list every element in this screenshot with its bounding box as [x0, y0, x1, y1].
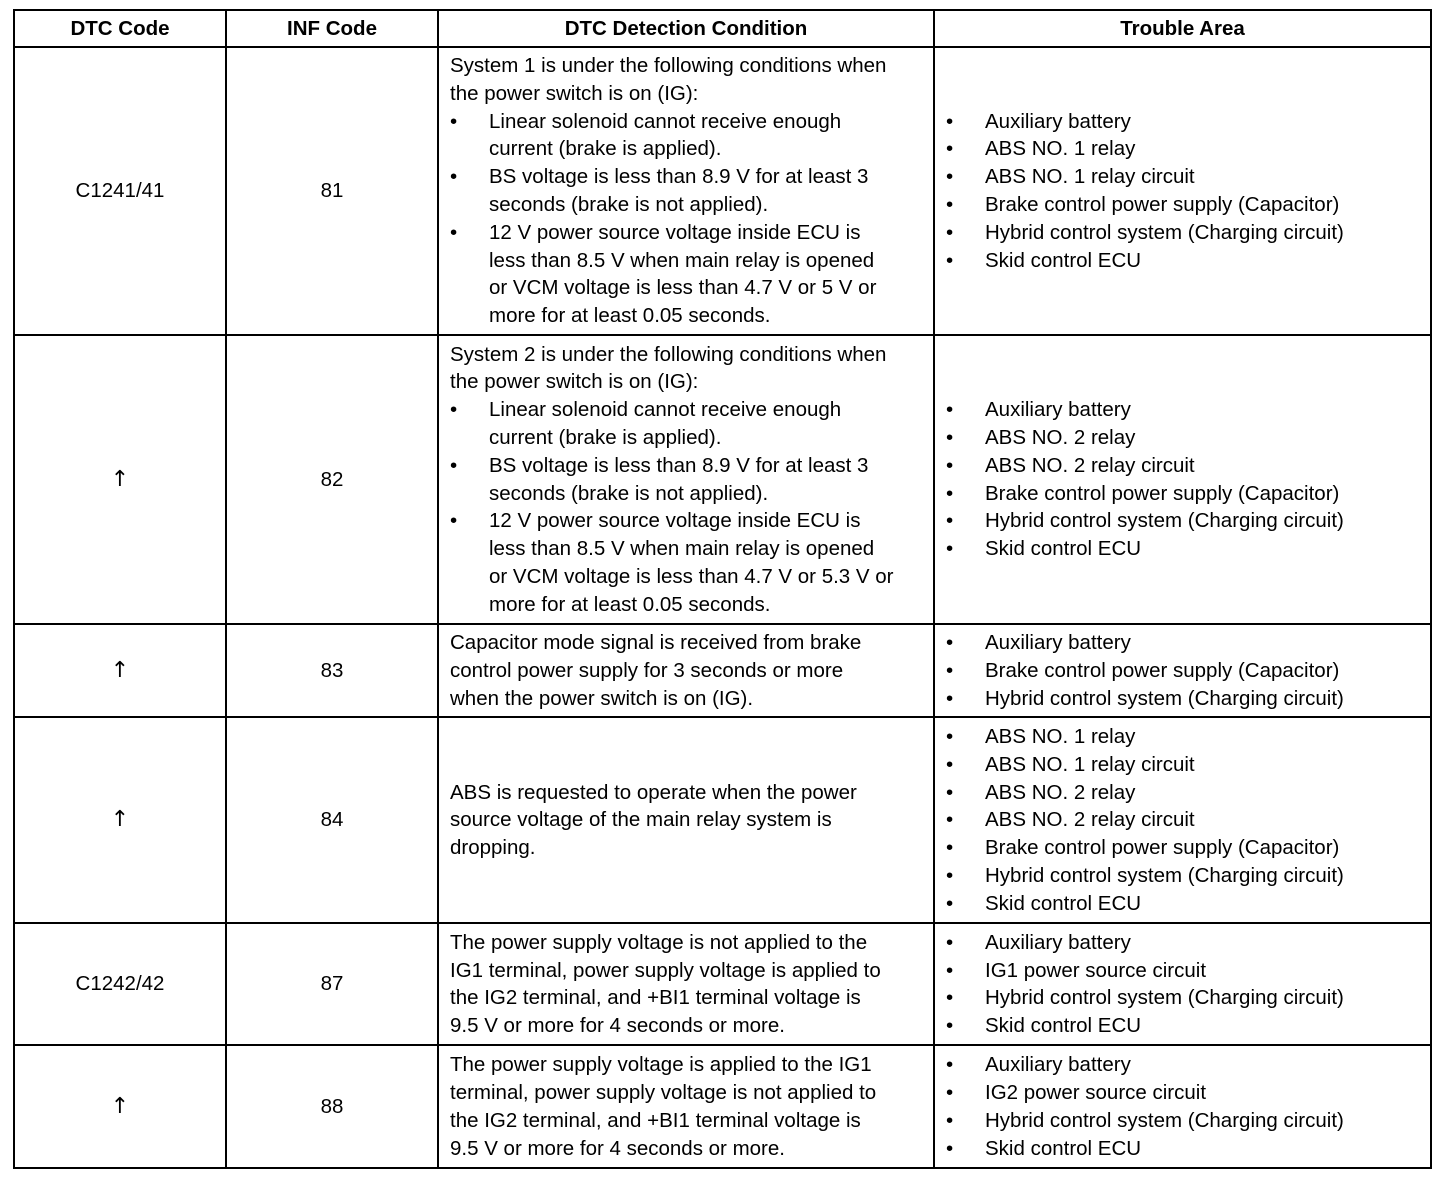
- list-item: [946, 507, 1422, 535]
- inf-code-cell: 84: [226, 717, 438, 923]
- bullet-icon: •: [946, 930, 954, 954]
- bullet-icon: •: [946, 836, 954, 860]
- inf-code-cell: 83: [226, 624, 438, 717]
- trouble-area-item: ABS NO. 1 relay circuit: [985, 165, 1195, 189]
- bullet-icon: •: [946, 725, 954, 749]
- dtc-code-cell: ↑: [14, 335, 226, 624]
- trouble-area-list: [946, 396, 1422, 563]
- trouble-area-item: Brake control power supply (Capacitor): [985, 481, 1340, 505]
- header-dtc-code: DTC Code: [14, 10, 226, 47]
- trouble-area-cell: [934, 923, 1431, 1045]
- dtc-code-cell: C1242/42: [14, 923, 226, 1045]
- condition-text-line: the power switch is on (IG):: [450, 81, 699, 105]
- condition-bullet-list: [450, 396, 925, 618]
- list-item: [946, 163, 1422, 191]
- list-item: [946, 480, 1422, 508]
- bullet-icon: •: [946, 864, 954, 888]
- trouble-area-item: ABS NO. 2 relay circuit: [985, 808, 1195, 832]
- condition-bullet-line: 12 V power source voltage inside ECU is: [489, 220, 861, 244]
- list-item: [946, 396, 1422, 424]
- list-item: [946, 1135, 1422, 1163]
- list-item: [946, 452, 1422, 480]
- list-item: [450, 163, 925, 219]
- bullet-icon: •: [946, 425, 954, 449]
- list-item: [946, 1012, 1422, 1040]
- table-row: [14, 624, 1431, 717]
- trouble-area-cell: [934, 335, 1431, 624]
- bullet-icon: •: [946, 891, 954, 915]
- trouble-area-item: ABS NO. 2 relay: [985, 425, 1136, 449]
- list-item: [946, 751, 1422, 779]
- trouble-area-item: Brake control power supply (Capacitor): [985, 658, 1340, 682]
- trouble-area-list: [946, 723, 1422, 918]
- dtc-table: [13, 9, 1432, 1169]
- condition-bullet-list: [450, 108, 925, 330]
- condition-bullet-line: more for at least 0.05 seconds.: [489, 592, 771, 616]
- bullet-icon: •: [946, 1108, 954, 1132]
- bullet-icon: •: [946, 137, 954, 161]
- bullet-icon: •: [946, 958, 954, 982]
- detection-condition-cell: [438, 335, 934, 624]
- condition-text-line: The power supply voltage is applied to the IG1: [450, 1053, 872, 1077]
- trouble-area-cell: [934, 1045, 1431, 1168]
- condition-text-line: System 1 is under the following conditions when: [450, 54, 887, 78]
- list-item: [946, 535, 1422, 563]
- bullet-icon: •: [450, 220, 458, 244]
- condition-text-line: Capacitor mode signal is received from brake: [450, 631, 862, 654]
- condition-bullet-line: less than 8.5 V when main relay is opened: [489, 248, 875, 272]
- header-inf-code: INF Code: [226, 10, 438, 47]
- list-item: [946, 191, 1422, 219]
- header-trouble-area: Trouble Area: [934, 10, 1431, 47]
- bullet-icon: •: [946, 1136, 954, 1160]
- list-item: [450, 507, 925, 618]
- condition-text-line: the IG2 terminal, and +BI1 terminal voltage is: [450, 986, 861, 1010]
- inf-code-cell: 87: [226, 923, 438, 1045]
- bullet-icon: •: [450, 509, 458, 533]
- list-item: [946, 779, 1422, 807]
- trouble-area-item: Hybrid control system (Charging circuit): [985, 1108, 1344, 1132]
- list-item: [946, 1079, 1422, 1107]
- trouble-area-item: ABS NO. 2 relay circuit: [985, 453, 1195, 477]
- condition-bullet-line: current (brake is applied).: [489, 137, 722, 161]
- trouble-area-item: Auxiliary battery: [985, 1053, 1131, 1077]
- dtc-code-cell: ↑: [14, 624, 226, 717]
- list-item: [946, 862, 1422, 890]
- condition-text-line: 9.5 V or more for 4 seconds or more.: [450, 1136, 785, 1160]
- trouble-area-item: ABS NO. 1 relay: [985, 725, 1136, 749]
- trouble-area-item: Hybrid control system (Charging circuit): [985, 686, 1344, 710]
- list-item: [946, 834, 1422, 862]
- trouble-area-list: [946, 929, 1422, 1040]
- list-item: [946, 135, 1422, 163]
- inf-code-cell: 82: [226, 335, 438, 624]
- list-item: [450, 219, 925, 330]
- detection-condition-cell: [438, 717, 934, 923]
- list-item: [946, 929, 1422, 957]
- list-item: [946, 685, 1422, 713]
- condition-text-line: source voltage of the main relay system is: [450, 808, 832, 832]
- header-detection-condition: DTC Detection Condition: [438, 10, 934, 47]
- bullet-icon: •: [946, 808, 954, 832]
- table-body: [14, 47, 1431, 1168]
- condition-bullet-line: Linear solenoid cannot receive enough: [489, 398, 842, 422]
- detection-condition-cell: [438, 1045, 934, 1168]
- bullet-icon: •: [450, 109, 458, 133]
- dtc-code-cell: ↑: [14, 1045, 226, 1168]
- trouble-area-item: Skid control ECU: [985, 891, 1142, 915]
- bullet-icon: •: [946, 1081, 954, 1105]
- bullet-icon: •: [450, 398, 458, 422]
- condition-bullet-line: Linear solenoid cannot receive enough: [489, 109, 842, 133]
- condition-text-line: terminal, power supply voltage is not applied to: [450, 1081, 877, 1105]
- trouble-area-item: Auxiliary battery: [985, 930, 1131, 954]
- bullet-icon: •: [946, 165, 954, 189]
- list-item: [946, 247, 1422, 275]
- trouble-area-item: Hybrid control system (Charging circuit): [985, 986, 1344, 1010]
- bullet-icon: •: [946, 986, 954, 1010]
- condition-bullet-line: more for at least 0.05 seconds.: [489, 304, 771, 328]
- condition-text-line: the IG2 terminal, and +BI1 terminal voltage is: [450, 1108, 861, 1132]
- list-item: [946, 957, 1422, 985]
- trouble-area-item: Skid control ECU: [985, 1136, 1142, 1160]
- list-item: [946, 424, 1422, 452]
- condition-text-line: ABS is requested to operate when the power: [450, 780, 857, 804]
- dtc-code-cell: ↑: [14, 717, 226, 923]
- detection-condition-cell: [438, 923, 934, 1045]
- trouble-area-item: IG1 power source circuit: [985, 958, 1207, 982]
- trouble-area-item: Brake control power supply (Capacitor): [985, 193, 1340, 216]
- trouble-area-item: Hybrid control system (Charging circuit): [985, 509, 1344, 533]
- header-row: [14, 10, 1431, 47]
- list-item: [946, 1051, 1422, 1079]
- trouble-area-item: Skid control ECU: [985, 1014, 1142, 1038]
- list-item: [946, 890, 1422, 918]
- bullet-icon: •: [946, 1014, 954, 1038]
- table-row: [14, 717, 1431, 923]
- trouble-area-item: Hybrid control system (Charging circuit): [985, 864, 1344, 888]
- condition-bullet-line: BS voltage is less than 8.9 V for at least 3: [489, 165, 869, 189]
- trouble-area-list: [946, 108, 1422, 275]
- trouble-area-item: Skid control ECU: [985, 537, 1142, 561]
- list-item: [946, 1107, 1422, 1135]
- bullet-icon: •: [946, 248, 954, 272]
- trouble-area-item: Auxiliary battery: [985, 398, 1131, 422]
- bullet-icon: •: [450, 453, 458, 477]
- condition-bullet-line: less than 8.5 V when main relay is opened: [489, 537, 875, 561]
- list-item: [946, 629, 1422, 657]
- bullet-icon: •: [946, 193, 954, 216]
- condition-text-line: when the power switch is on (IG).: [450, 686, 754, 710]
- bullet-icon: •: [946, 752, 954, 776]
- bullet-icon: •: [946, 1053, 954, 1077]
- trouble-area-item: ABS NO. 2 relay: [985, 780, 1136, 804]
- condition-bullet-line: seconds (brake is not applied).: [489, 193, 769, 216]
- condition-text-line: the power switch is on (IG):: [450, 370, 699, 394]
- condition-text-line: 9.5 V or more for 4 seconds or more.: [450, 1014, 785, 1038]
- bullet-icon: •: [450, 165, 458, 189]
- trouble-area-cell: [934, 47, 1431, 335]
- list-item: [450, 452, 925, 508]
- condition-text-line: The power supply voltage is not applied to the: [450, 930, 868, 954]
- trouble-area-item: ABS NO. 1 relay circuit: [985, 752, 1195, 776]
- condition-text-line: IG1 terminal, power supply voltage is applied to: [450, 958, 881, 982]
- trouble-area-list: [946, 1051, 1422, 1162]
- bullet-icon: •: [946, 780, 954, 804]
- dtc-code-cell: C1241/41: [14, 47, 226, 335]
- condition-bullet-line: 12 V power source voltage inside ECU is: [489, 509, 861, 533]
- condition-text-line: System 2 is under the following conditions when: [450, 342, 887, 366]
- detection-condition-cell: [438, 624, 934, 717]
- bullet-icon: •: [946, 509, 954, 533]
- trouble-area-cell: [934, 717, 1431, 923]
- trouble-area-item: Auxiliary battery: [985, 109, 1131, 133]
- condition-bullet-line: BS voltage is less than 8.9 V for at least 3: [489, 453, 869, 477]
- trouble-area-item: ABS NO. 1 relay: [985, 137, 1136, 161]
- bullet-icon: •: [946, 453, 954, 477]
- bullet-icon: •: [946, 631, 954, 654]
- condition-text-line: dropping.: [450, 836, 536, 860]
- trouble-area-item: Hybrid control system (Charging circuit): [985, 220, 1344, 244]
- condition-bullet-line: or VCM voltage is less than 4.7 V or 5 V or: [489, 276, 877, 300]
- condition-text-line: control power supply for 3 seconds or more: [450, 658, 844, 682]
- list-item: [946, 219, 1422, 247]
- condition-bullet-line: seconds (brake is not applied).: [489, 481, 769, 505]
- inf-code-cell: 88: [226, 1045, 438, 1168]
- condition-bullet-line: or VCM voltage is less than 4.7 V or 5.3 V or: [489, 564, 894, 588]
- trouble-area-item: Brake control power supply (Capacitor): [985, 836, 1340, 860]
- bullet-icon: •: [946, 481, 954, 505]
- detection-condition-cell: [438, 47, 934, 335]
- list-item: [450, 108, 925, 164]
- bullet-icon: •: [946, 398, 954, 422]
- list-item: [946, 984, 1422, 1012]
- list-item: [946, 723, 1422, 751]
- trouble-area-list: [946, 629, 1422, 712]
- bullet-icon: •: [946, 658, 954, 682]
- bullet-icon: •: [946, 220, 954, 244]
- bullet-icon: •: [946, 109, 954, 133]
- list-item: [450, 396, 925, 452]
- bullet-icon: •: [946, 537, 954, 561]
- list-item: [946, 657, 1422, 685]
- list-item: [946, 806, 1422, 834]
- trouble-area-item: Auxiliary battery: [985, 631, 1131, 654]
- table-row: [14, 47, 1431, 335]
- bullet-icon: •: [946, 686, 954, 710]
- table-row: [14, 923, 1431, 1045]
- trouble-area-cell: [934, 624, 1431, 717]
- inf-code-cell: 81: [226, 47, 438, 335]
- list-item: [946, 108, 1422, 136]
- table-row: [14, 335, 1431, 624]
- trouble-area-item: Skid control ECU: [985, 248, 1142, 272]
- condition-bullet-line: current (brake is applied).: [489, 425, 722, 449]
- table-row: [14, 1045, 1431, 1168]
- trouble-area-item: IG2 power source circuit: [985, 1081, 1207, 1105]
